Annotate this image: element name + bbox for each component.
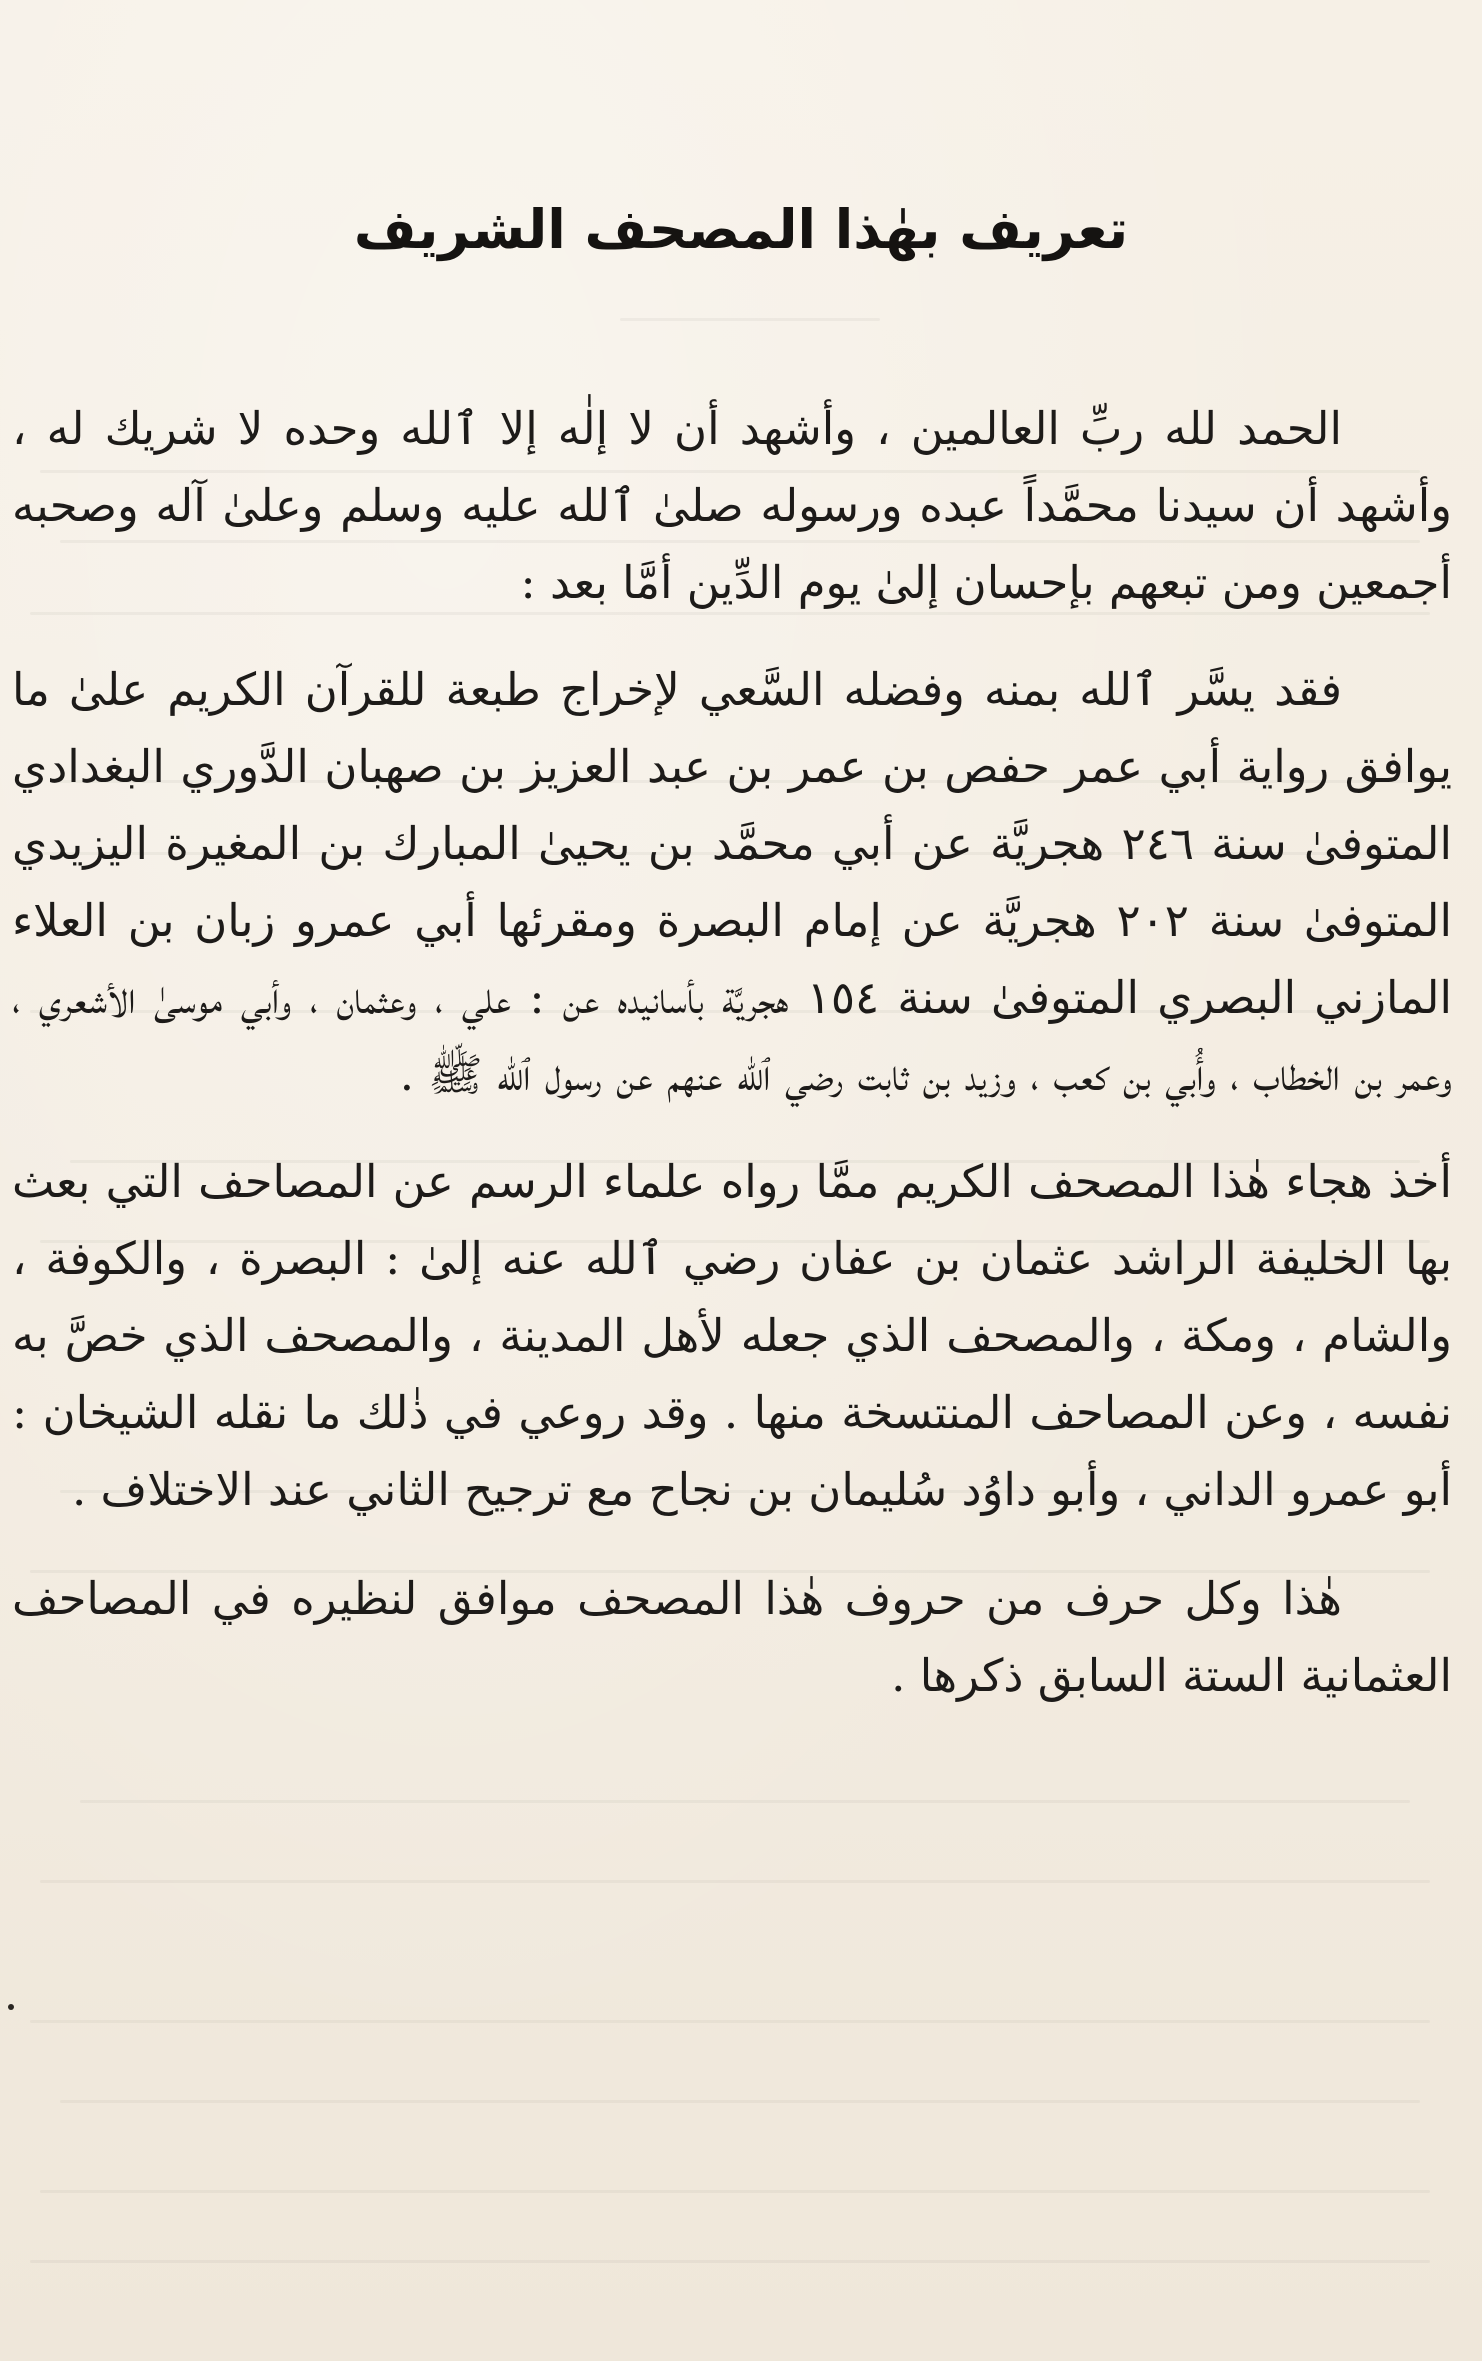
page-body	[12, 390, 1452, 1714]
paragraph-riwaya-chain: فقد يسَّر ٱلله بمنه وفضله السَّعي لإخراج طبعة للقرآن الكريم علىٰ ما يوافق رواية أبي عمر حفص بن عمر بن عبد العزيز بن صهبان الدَّوري البغدادي المتوفىٰ سنة ٢٤٦ هجريَّة عن أبي محمَّد بن يحيىٰ المبارك بن المغيرة اليزيدي المتوفىٰ سنة ٢٠٢ هجريَّة عن إمام البصرة ومقرئها أبي عمرو زبان بن العلاء المازني البصري المتوفىٰ سنة ١٥٤ هجريَّة بأسانيده عن : علي ، وعثمان ، وأبي موسىٰ الأشعري ، وعمر بن الخطاب ، وأُبي بن كعب ، وزيد بن ثابت رضي ٱلله عنهم عن رسول ٱلله ﷺ .	[12, 663, 1453, 1101]
paragraph-opening-praise: الحمد لله ربِّ العالمين ، وأشهد أن لا إلٰه إلا ٱلله وحده لا شريك له ، وأشهد أن سيدنا محمَّداً عبده ورسوله صلىٰ ٱلله عليه وسلم وعلىٰ آله وصحبه أجمعين ومن تبعهم بإحسان إلىٰ يوم الدِّين أمَّا بعد :	[12, 402, 1452, 609]
ink-speck	[8, 2004, 14, 2010]
page-title: تعريف بهٰذا المصحف الشريف	[353, 198, 1129, 261]
paragraph-orthography-sources: أخذ هجاء هٰذا المصحف الكريم ممَّا رواه علماء الرسم عن المصاحف التي بعث بها الخليفة الراشد عثمان بن عفان رضي ٱلله عنه إلىٰ : البصرة ، والكوفة ، والشام ، ومكة ، والمصحف الذي جعله لأهل المدينة ، والمصحف الذي خصَّ به نفسه ، وعن المصاحف المنتسخة منها . وقد روعي في ذٰلك ما نقله الشيخان : أبو عمرو الداني ، وأبو داوُد سُليمان بن نجاح مع ترجيح الثاني عند الاختلاف .	[12, 1155, 1452, 1516]
paragraph-uthmani-conformity: هٰذا وكل حرف من حروف هٰذا المصحف موافق لنظيره في المصاحف العثمانية الستة السابق ذكرها .	[12, 1572, 1452, 1702]
